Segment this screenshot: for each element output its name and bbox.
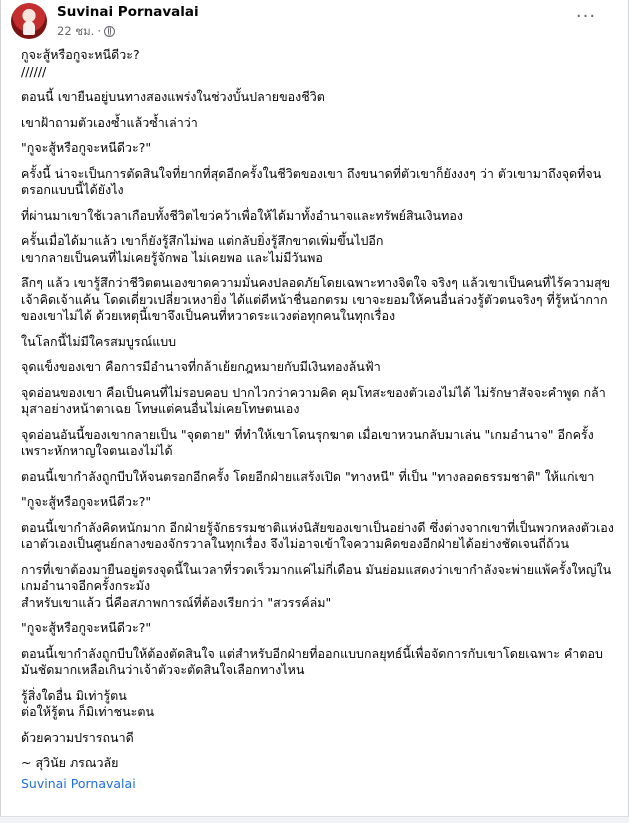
post-paragraph: ~ สุวินัย ภรณวลัย [21, 755, 119, 770]
post-paragraph: เขาฝ้าถามตัวเองซ้ำแล้วซ้ำเล่าว่า [21, 114, 198, 130]
post-paragraph: ในโลกนี้ไม่มีใครสมบูรณ์แบบ [21, 333, 177, 349]
signature-link[interactable]: Suvinai Pornavalai [21, 775, 136, 791]
post-paragraph: จุดอ่อนอันนี้ของเขากลายเป็น "จุดตาย" ที่ทำให้เขาโดนรุกฆาต เมื่อเขาหวนกลับมาเล่น "เกมอำนาจ" อีกครั้ง เพราะหักหาญใจตนเองไม่ได้ [21, 426, 594, 458]
globe-icon [104, 26, 115, 37]
post-paragraph: ตอนนี้เขากำลังถูกบีบให้จนตรอกอีกครั้ง โดยอีกฝ่ายแสร้งเปิด "ทางหนี" ที่เป็น "ทางลอดธรรมชาติ" ให้แก่เขา [21, 468, 595, 484]
feed-bottom-gap [0, 816, 629, 823]
post-paragraph: จุดอ่อนของเขา คือเป็นคนที่ไม่รอบคอบ ปากไวกว่าความคิด คุมโทสะของตัวเองไม่ได้ ไม่รักษาสัจจะคำพูด กล้ามุสาอย่างหน้าตาเฉย โทษแต่คนอื่นไม่เคยโทษตนเอง [21, 384, 606, 416]
post-body [21, 47, 617, 792]
post-paragraph: ลึกๆ แล้ว เขารู้สึกว่าชีวิตตนเองขาดความมั่นคงปลอดภัยโดยเฉพาะทางจิตใจ จริงๆ แล้วเขาเป็นคนที่ไร้ความสุข เจ้าคิดเจ้าแค้น โดดเดี่ยวเปลี่ยวเหงายิ่ง ได้แต่ดีหน้าชื่นอกตรม เขาจะยอมให้คนอื่นล่วงรู้ตัวตนจริงๆ ที่รู้หน้ากากของเขาไม่ได้ ด้วยเหตุนี้เขาจึงเป็นคนที่หวาดระแวงต่อทุกคนในทุกเรื่อง [21, 275, 611, 323]
post-paragraph: "กูจะสู้หรือกูจะหนีดีวะ?" [21, 140, 152, 155]
post-header [11, 3, 616, 41]
post-paragraph: จุดแข็งของเขา คือการมีอำนาจที่กล้าเย้ยกฎหมายกับมีเงินทองล้นฟ้า [21, 359, 381, 374]
post-paragraph: "กูจะสู้หรือกูจะหนีดีวะ?" [21, 494, 152, 509]
post-meta [57, 23, 115, 41]
post-paragraph: กูจะสู้หรือกูจะหนีดีวะ? ////// [21, 47, 140, 79]
post-paragraph: รู้สิ่งใดอื่น มิเท่ารู้ตน ต่อให้รู้ตน ก็มิเท่าชนะตน [21, 687, 155, 719]
post-paragraph: ตอนนี้เขากำลังคิดหนักมาก อีกฝ่ายรู้จักธรรมชาติแห่งนิสัยของเขาเป็นอย่างดี ซึ่งต่างจากเขาที่เป็นพวกหลงตัวเอง เอาตัวเองเป็นศูนย์กลางของจักรวาลในทุกเรื่อง จึงไม่อาจเข้าใจความคิดของอีกฝ่ายได้อย่างชัดเจนถี่ถ้วน [21, 519, 614, 551]
post-paragraph: ที่ผ่านมาเขาใช้เวลาเกือบทั้งชีวิตไขว่คว้าเพื่อให้ได้มาทั้งอำนาจและทรัพย์สินเงินทอง [21, 207, 463, 223]
post-paragraph: ตอนนี้เขากำลังถูกบีบให้ต้องตัดสินใจ แต่สำหรับอีกฝ่ายที่ออกแบบกลยุทธ์นี้เพื่อจัดการกับเขาโดยเฉพาะ คำตอบมันชัดมากเหลือเกินว่าเจ้าตัวจะตัดสินใจเลือกทางไหน [21, 645, 603, 677]
post-paragraph: ครั้งนี้ น่าจะเป็นการตัดสินใจที่ยากที่สุดอีกครั้งในชีวิตของเขา ถึงขนาดที่ตัวเขาก็ยังงงๆ ว่า ตัวเขามาถึงจุดที่จนตรอกแบบนี้ได้ยังไง [21, 165, 602, 197]
post-paragraph: ด้วยความปรารถนาดี [21, 729, 134, 745]
post-time[interactable]: 22 ชม. [57, 24, 95, 38]
avatar[interactable] [11, 3, 47, 39]
author-name[interactable]: Suvinai Pornavalai [57, 4, 199, 20]
more-options-button[interactable] [574, 6, 598, 29]
meta-separator: · [97, 24, 101, 38]
post-paragraph: ครั้นเมื่อได้มาแล้ว เขาก็ยังรู้สึกไม่พอ แต่กลับยิ่งรู้สึกขาดเพิ่มขึ้นไปอีก เขากลายเป็นคนที่ไม่เคยรู้จักพอ ไม่เคยพอ และไม่มีวันพอ [21, 233, 384, 265]
post-paragraph: ตอนนี้ เขายืนอยู่บนทางสองแพร่งในช่วงบั้นปลายของชีวิต [21, 89, 325, 104]
more-horizontal-icon: ··· [575, 6, 597, 27]
frame-left-border [0, 0, 1, 823]
post-paragraph: "กูจะสู้หรือกูจะหนีดีวะ?" [21, 620, 152, 635]
post-paragraph: การที่เขาต้องมายืนอยู่ตรงจุดนี้ในเวลาที่รวดเร็วมากแค่ไม่กี่เดือน มันย่อมแสดงว่าเขากำลังจะพ่ายแพ้ครั้งใหญ่ในเกมอำนาจอีกครั้งกระมัง สำหรับเขาแล้ว นี่คือสภาพการณ์ที่ต้องเรียกว่า "สวรรค์ล่ม" [21, 561, 612, 610]
